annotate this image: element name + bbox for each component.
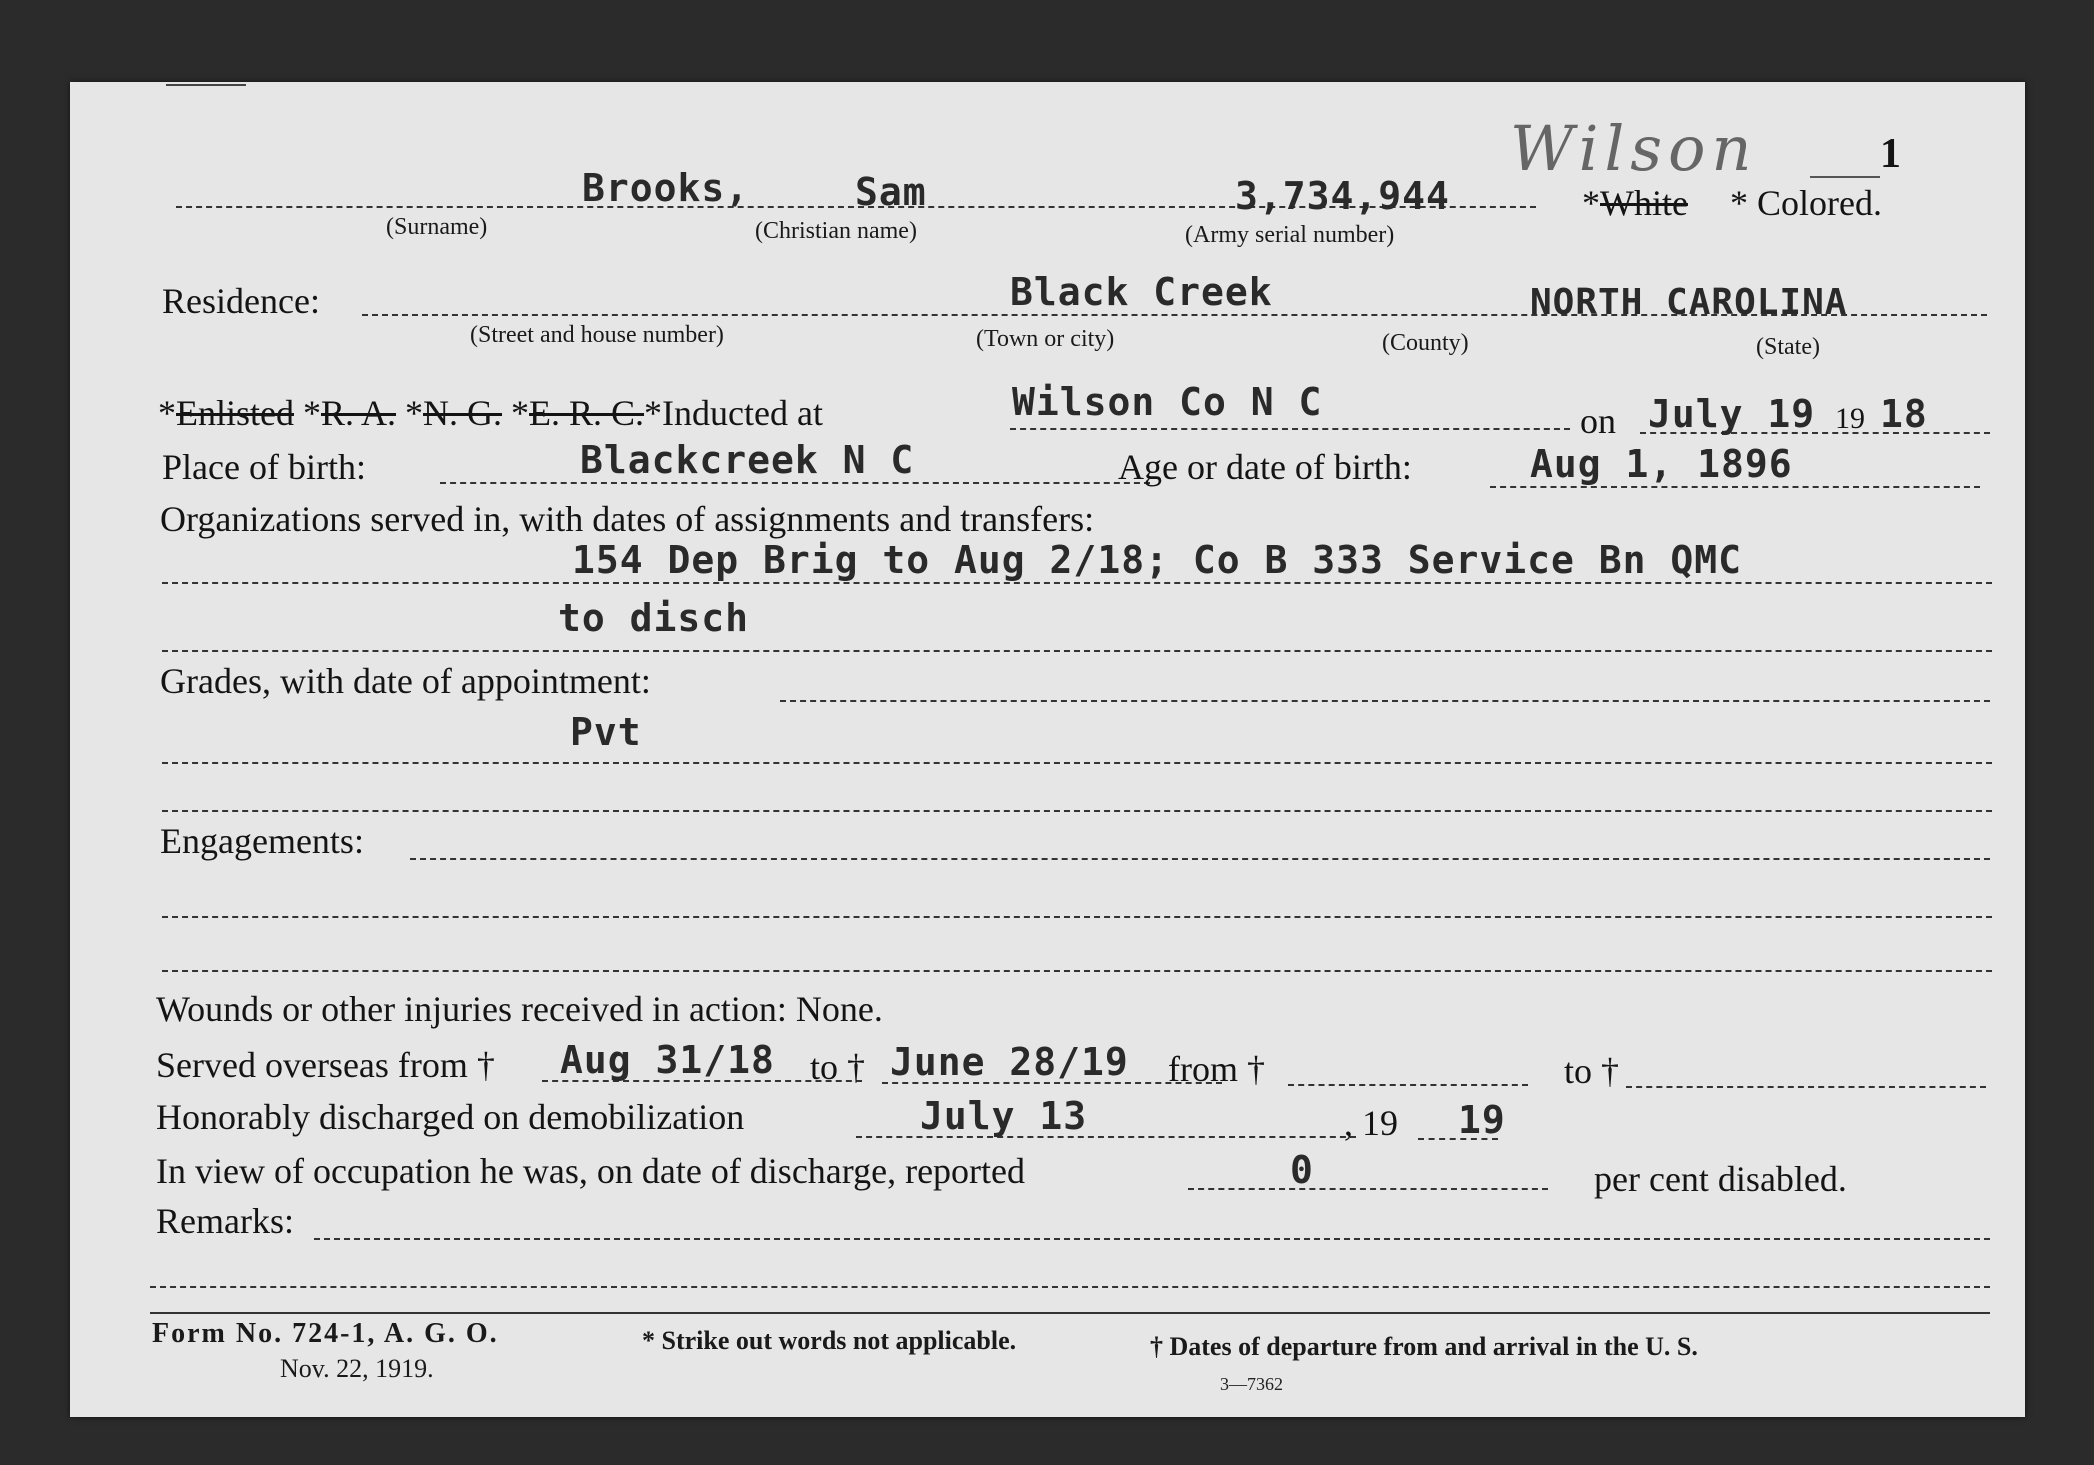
inducted-label: *Inducted at bbox=[644, 393, 823, 433]
overseas-to2-label: to † bbox=[1564, 1051, 1620, 1091]
birth-place-value: Blackcreek N C bbox=[580, 438, 915, 482]
discharge-label: Honorably discharged on demobilization bbox=[156, 1097, 745, 1137]
county-handwritten: Wilson bbox=[1510, 112, 1758, 185]
grades-line-3 bbox=[162, 810, 1992, 812]
ra-struck: R. A. bbox=[320, 393, 397, 433]
form-date: Nov. 22, 1919. bbox=[280, 1354, 434, 1383]
disability-label: In view of occupation he was, on date of discharge, reported bbox=[156, 1151, 1026, 1191]
overseas-from-value: Aug 31/18 bbox=[560, 1038, 775, 1082]
christian-name-value: Sam bbox=[855, 170, 927, 214]
engagements-label: Engagements: bbox=[160, 821, 364, 861]
organizations-value-2: to disch bbox=[558, 596, 750, 640]
card-number: 1 bbox=[1880, 131, 1901, 177]
street-caption: (Street and house number) bbox=[470, 322, 724, 348]
serial-number-caption: (Army serial number) bbox=[1185, 222, 1395, 248]
birth-place-line bbox=[440, 482, 1150, 484]
residence-state-value: NORTH CAROLINA bbox=[1530, 282, 1848, 323]
overseas-to-value: June 28/19 bbox=[890, 1040, 1129, 1084]
engagements-line-1 bbox=[410, 858, 1990, 860]
organizations-line-1 bbox=[162, 582, 1992, 584]
town-caption: (Town or city) bbox=[976, 326, 1115, 352]
grades-label: Grades, with date of appointment: bbox=[160, 661, 651, 701]
grades-line-1 bbox=[780, 700, 1990, 702]
overseas-from2-label: from † bbox=[1168, 1049, 1265, 1089]
enlisted-struck: Enlisted bbox=[176, 393, 294, 433]
remarks-line-2 bbox=[150, 1286, 1990, 1288]
residence-label: Residence: bbox=[162, 281, 320, 321]
ng-asterisk: * bbox=[405, 393, 424, 433]
inducted-date-value: July 19 bbox=[1648, 392, 1816, 436]
surname-caption: (Surname) bbox=[386, 214, 488, 240]
erc-asterisk: * bbox=[511, 393, 530, 433]
birth-date-value: Aug 1, 1896 bbox=[1530, 442, 1793, 486]
race-white-struck: White bbox=[1600, 183, 1688, 223]
overseas-from2-line bbox=[1288, 1084, 1528, 1086]
inducted-place-value: Wilson Co N C bbox=[1012, 380, 1323, 424]
discharge-date-value: July 13 bbox=[920, 1094, 1088, 1138]
birth-date-line bbox=[1490, 486, 1980, 488]
organizations-value-1: 154 Dep Brig to Aug 2/18; Co B 333 Service Bn QMC bbox=[572, 538, 1743, 582]
inducted-year-prefix: 19 bbox=[1835, 402, 1865, 435]
erc-struck: E. R. C. bbox=[529, 393, 645, 433]
christian-name-caption: (Christian name) bbox=[755, 218, 917, 244]
race-asterisk: * bbox=[1582, 183, 1600, 223]
grades-value: Pvt bbox=[570, 710, 642, 754]
strike-note: * Strike out words not applicable. bbox=[642, 1326, 1017, 1355]
engagements-line-2 bbox=[162, 916, 1992, 918]
race-colored: * Colored. bbox=[1730, 183, 1882, 223]
surname-value: Brooks, bbox=[582, 166, 750, 210]
inducted-place-line bbox=[1010, 428, 1570, 430]
grades-line-2 bbox=[162, 762, 1992, 764]
residence-town-value: Black Creek bbox=[1010, 270, 1273, 314]
organizations-label: Organizations served in, with dates of assignments and transfers: bbox=[160, 499, 1095, 539]
overseas-label: Served overseas from † bbox=[156, 1045, 495, 1085]
discharge-year-value: 19 bbox=[1458, 1098, 1506, 1142]
engagements-line-3 bbox=[162, 970, 1992, 972]
serial-number-value: 3,734,944 bbox=[1235, 174, 1450, 218]
remarks-solid-rule bbox=[150, 1312, 1990, 1314]
county-caption: (County) bbox=[1382, 330, 1469, 356]
overseas-to-label: to † bbox=[810, 1047, 866, 1087]
county-handwritten-underline bbox=[1810, 176, 1880, 178]
corner-rule bbox=[166, 84, 246, 86]
ng-struck: N. G. bbox=[423, 393, 503, 433]
inducted-on-label: on bbox=[1580, 401, 1616, 441]
overseas-to2-line bbox=[1626, 1086, 1986, 1088]
print-code: 3—7362 bbox=[1220, 1374, 1283, 1394]
dates-note: † Dates of departure from and arrival in the U. S. bbox=[1150, 1332, 1698, 1361]
remarks-label: Remarks: bbox=[156, 1201, 294, 1241]
birth-place-label: Place of birth: bbox=[162, 447, 366, 487]
birth-date-label: Age or date of birth: bbox=[1118, 447, 1412, 487]
disability-line bbox=[1188, 1188, 1548, 1190]
ra-asterisk: * bbox=[302, 393, 321, 433]
discharge-year-prefix: , 19 bbox=[1344, 1103, 1398, 1143]
inducted-year-value: 18 bbox=[1880, 392, 1928, 436]
induction-line-prefix bbox=[158, 392, 823, 434]
disability-suffix: per cent disabled. bbox=[1594, 1159, 1847, 1199]
organizations-line-2 bbox=[162, 650, 1992, 652]
remarks-line-1 bbox=[314, 1238, 1990, 1240]
enlisted-asterisk: * bbox=[158, 393, 176, 433]
wounds-text: Wounds or other injuries received in action: None. bbox=[156, 989, 883, 1029]
state-caption: (State) bbox=[1756, 334, 1820, 360]
record-card bbox=[70, 82, 2025, 1417]
disability-value: 0 bbox=[1290, 1148, 1314, 1192]
form-number: Form No. 724-1, A. G. O. bbox=[152, 1318, 499, 1349]
